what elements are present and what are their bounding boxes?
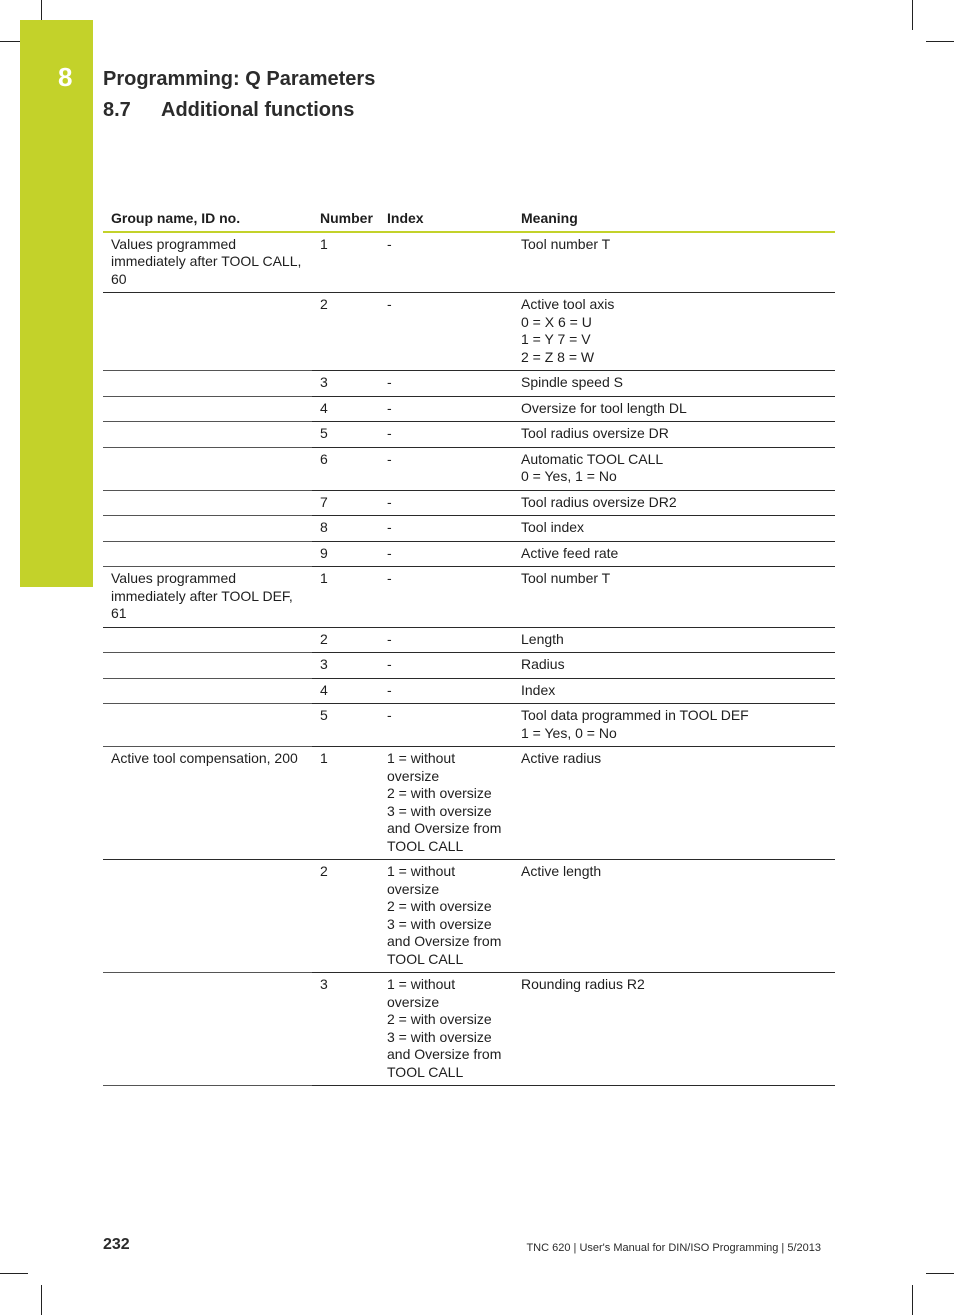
cell-meaning: Tool number T [513,232,835,293]
cell-number: 3 [312,653,379,679]
cell-index: 1 = without oversize 2 = with oversize 3 = with oversize and Oversize from TOOL CALL [379,747,513,860]
cell-number: 4 [312,678,379,704]
cell-number: 2 [312,627,379,653]
table-body [103,232,835,1086]
section-heading [103,99,354,122]
cell-group [103,973,312,1086]
crop-mark [41,1285,42,1315]
cell-group [103,447,312,490]
crop-mark [912,1285,913,1315]
cell-group [103,516,312,542]
cell-meaning: Index [513,678,835,704]
table-row [103,653,835,679]
cell-meaning: Tool radius oversize DR [513,422,835,448]
table-row [103,678,835,704]
chapter-number: 8 [58,62,73,92]
table-row [103,396,835,422]
footer-text: TNC 620 | User's Manual for DIN/ISO Programming | 5/2013 [526,1242,821,1254]
cell-number: 1 [312,567,379,628]
section-number: 8.7 [103,99,131,121]
cell-index: - [379,293,513,371]
cell-number: 5 [312,422,379,448]
table-row [103,541,835,567]
cell-group: Values programmed immediately after TOOL CALL, 60 [103,232,312,293]
cell-group [103,860,312,973]
cell-group [103,678,312,704]
cell-number: 4 [312,396,379,422]
cell-group [103,293,312,371]
cell-number: 1 [312,232,379,293]
crop-mark [926,1273,954,1274]
cell-meaning: Tool number T [513,567,835,628]
cell-number: 3 [312,973,379,1086]
cell-group [103,653,312,679]
cell-index: - [379,422,513,448]
cell-meaning: Tool index [513,516,835,542]
cell-number: 1 [312,747,379,860]
cell-group [103,422,312,448]
table-header-row [103,208,835,232]
table-row [103,704,835,747]
cell-meaning: Oversize for tool length DL [513,396,835,422]
table-row [103,422,835,448]
cell-group [103,490,312,516]
table-row [103,747,835,860]
section-title: Additional functions [161,99,355,121]
cell-meaning: Spindle speed S [513,371,835,397]
cell-meaning: Tool radius oversize DR2 [513,490,835,516]
chapter-title: Programming: Q Parameters [103,68,376,90]
cell-index: 1 = without oversize 2 = with oversize 3 = with oversize and Oversize from TOOL CALL [379,973,513,1086]
cell-group [103,371,312,397]
table-row [103,516,835,542]
cell-group [103,396,312,422]
cell-index: - [379,541,513,567]
cell-number: 8 [312,516,379,542]
cell-meaning: Active length [513,860,835,973]
cell-index: - [379,704,513,747]
cell-index: 1 = without oversize 2 = with oversize 3 = with oversize and Oversize from TOOL CALL [379,860,513,973]
cell-group [103,541,312,567]
cell-meaning: Active radius [513,747,835,860]
crop-mark [912,0,913,30]
cell-index: - [379,653,513,679]
cell-number: 7 [312,490,379,516]
table-row [103,371,835,397]
cell-number: 3 [312,371,379,397]
crop-mark [0,1273,28,1274]
table-row [103,293,835,371]
cell-meaning: Length [513,627,835,653]
cell-number: 5 [312,704,379,747]
cell-meaning: Rounding radius R2 [513,973,835,1086]
cell-number: 2 [312,860,379,973]
table-row [103,567,835,628]
cell-index: - [379,396,513,422]
table-row [103,973,835,1086]
table-row [103,447,835,490]
crop-mark [926,41,954,42]
cell-meaning: Tool data programmed in TOOL DEF 1 = Yes, 0 = No [513,704,835,747]
cell-index: - [379,490,513,516]
cell-index: - [379,627,513,653]
table-row [103,627,835,653]
column-header: Number [312,208,379,232]
table-row [103,232,835,293]
cell-index: - [379,371,513,397]
cell-index: - [379,447,513,490]
chapter-tab [20,20,93,587]
cell-number: 2 [312,293,379,371]
parameter-table [103,208,835,1086]
cell-group [103,627,312,653]
cell-group: Values programmed immediately after TOOL DEF, 61 [103,567,312,628]
cell-meaning: Automatic TOOL CALL 0 = Yes, 1 = No [513,447,835,490]
table-row [103,860,835,973]
crop-mark [41,0,42,22]
cell-number: 9 [312,541,379,567]
cell-index: - [379,516,513,542]
table-row [103,490,835,516]
cell-group: Active tool compensation, 200 [103,747,312,860]
cell-index: - [379,678,513,704]
cell-index: - [379,232,513,293]
cell-number: 6 [312,447,379,490]
cell-meaning: Active feed rate [513,541,835,567]
crop-mark [0,41,22,42]
cell-group [103,704,312,747]
column-header: Meaning [513,208,835,232]
column-header: Group name, ID no. [103,208,312,232]
cell-index: - [379,567,513,628]
column-header: Index [379,208,513,232]
cell-meaning: Radius [513,653,835,679]
cell-meaning: Active tool axis 0 = X 6 = U 1 = Y 7 = V 2 = Z 8 = W [513,293,835,371]
page-number: 232 [103,1236,130,1253]
